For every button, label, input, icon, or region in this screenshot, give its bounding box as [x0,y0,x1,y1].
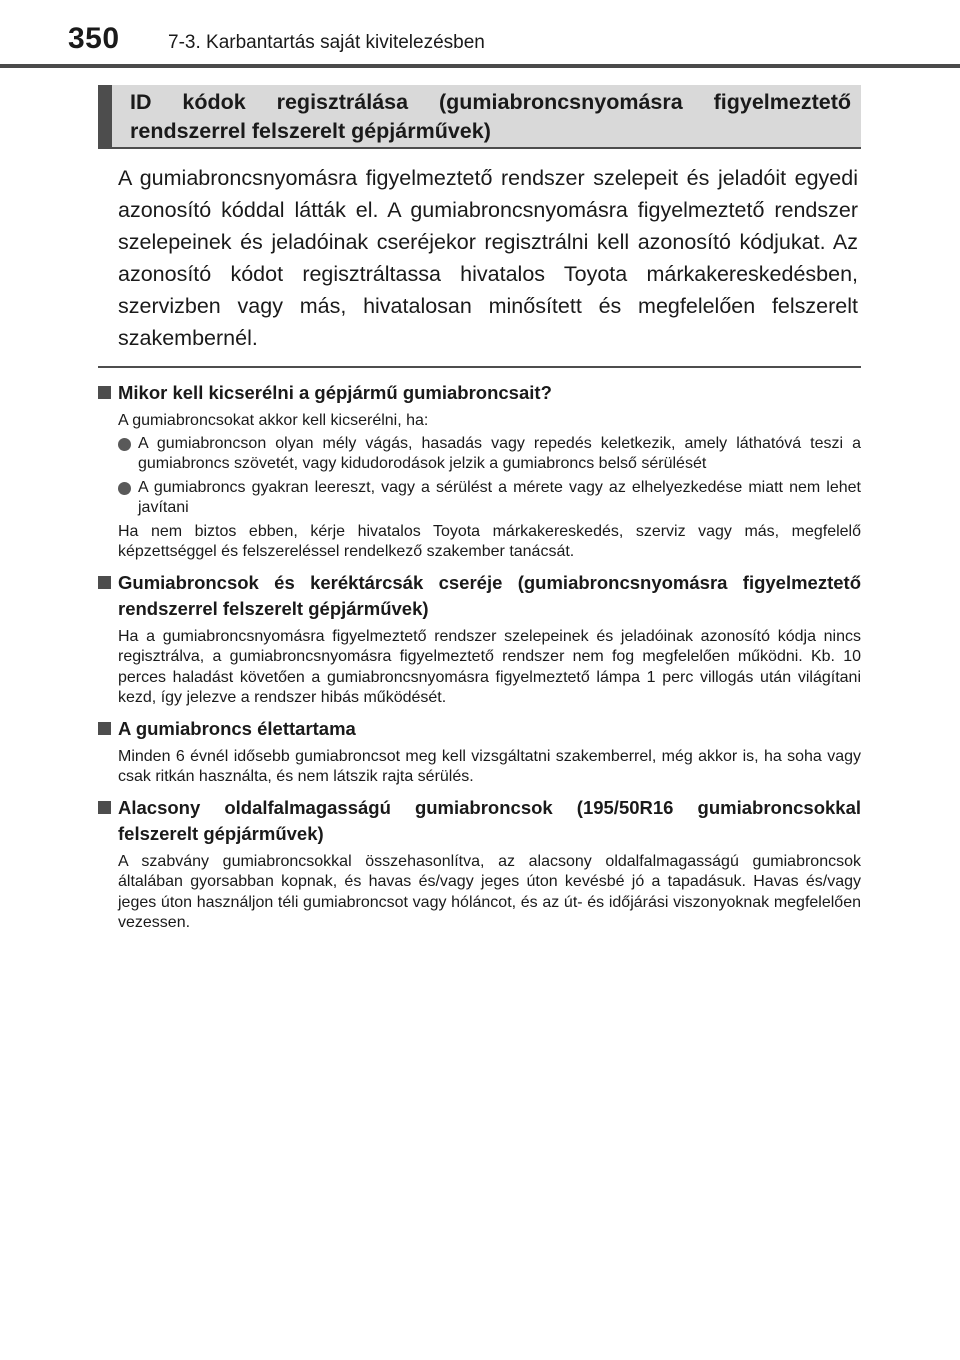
subsection-tire-lifetime [98,716,861,788]
round-bullet-icon [118,438,131,451]
subsection-heading [118,716,861,742]
paragraph: A szabvány gumiabroncsokkal összehasonlítva, az alacsony oldalfalmagasságú gumiabroncsok általában gyorsabban kopnak, és havas és/vagy jeges úton kevésbé jó a tapadásuk. Havas és/vagy jeges úton használjon téli gumiabroncsot vagy hóláncot, és az út- és időjárási viszonyoknak megfelelően vezessen. [118,852,861,931]
subsection-tire-replacement [98,380,861,563]
subsection-heading [118,380,861,406]
chapter-title: 7-3. Karbantartás saját kivitelezésben [168,32,485,53]
subsection-low-profile-tires [98,795,861,934]
page-header [0,0,960,70]
square-bullet-icon [98,576,111,589]
bullet-item [118,434,861,475]
round-bullet-icon [118,482,131,495]
paragraph: Ha a gumiabroncsnyomásra figyelmeztető rendszer szelepeinek és jeladóinak azonosító kódja nincs regisztrálva, a gumiabroncsnyomásra figyelmeztető rendszer nem fog megfelelően működni. Kb. 10 perces haladást követően a gumiabroncsnyomásra figyelmeztető lámpa 1 perc villogás után világítani kezd, így jelezve a rendszer hibás működését. [118,627,861,706]
paragraph: Minden 6 évnél idősebb gumiabroncsot meg kell vizsgáltatni szakemberrel, még akkor is, ha soha vagy csak ritkán használta, és nem látszik rajta sérülés. [118,747,861,785]
subsection-heading-text: Mikor kell kicserélni a gépjármű gumiabroncsait? [118,382,552,403]
page-number: 350 [68,22,120,55]
content-area [98,380,861,934]
section-divider [98,366,861,368]
paragraph: A gumiabroncsokat akkor kell kicserélni, ha: [118,412,429,429]
section-title-box [98,85,861,149]
bullet-text: A gumiabroncson olyan mély vágás, hasadás vagy repedés keletkezik, amely láthatóvá teszi a gumiabroncs szövetét, vagy kidudorodások jelzik a gumiabroncs belső sérülését [138,434,861,472]
header-rule [0,64,960,68]
intro-paragraph: A gumiabroncsnyomásra figyelmeztető rendszer szelepeit és jeladóit egyedi azonosító kóddal látták el. A gumiabroncsnyomásra figyelmeztető rendszer szelepeinek és jeladóinak cseréjekor regisztrálni kell azonosító kódjukat. Az azonosító kódot regisztráltassa hivatalos Toyota márkakereskedésben, szervizben vagy más, hivatalosan minősített és megfelelően felszerelt szakembernél. [118,166,858,350]
square-bullet-icon [98,722,111,735]
square-bullet-icon [98,386,111,399]
subsection-heading [118,795,861,847]
paragraph: Ha nem biztos ebben, kérje hivatalos Toyota márkakereskedés, szerviz vagy más, megfelelő képzettséggel és felszereléssel rendelkező szakember tanácsát. [118,522,861,560]
bullet-text: A gumiabroncs gyakran leereszt, vagy a sérülést a mérete vagy az elhelyezkedése miatt nem lehet javítani [138,478,861,516]
subsection-heading-text: A gumiabroncs élettartama [118,717,356,739]
subsection-heading-text: Alacsony oldalfalmagasságú gumiabroncsok (195/50R16 gumiabroncsokkal felszerelt gépjárművek) [118,796,861,844]
square-bullet-icon [98,801,111,814]
subsection-heading-text: Gumiabroncsok és keréktárcsák cseréje (gumiabroncsnyomásra figyelmeztető rendszerrel felszerelt gépjárművek) [118,571,861,619]
section-title: ID kódok regisztrálása (gumiabroncsnyomásra figyelmeztető rendszerrel felszerelt gépjárművek) [130,90,851,143]
subsection-wheel-replacement [98,570,861,709]
subsection-heading [118,570,861,622]
bullet-item [118,478,861,519]
